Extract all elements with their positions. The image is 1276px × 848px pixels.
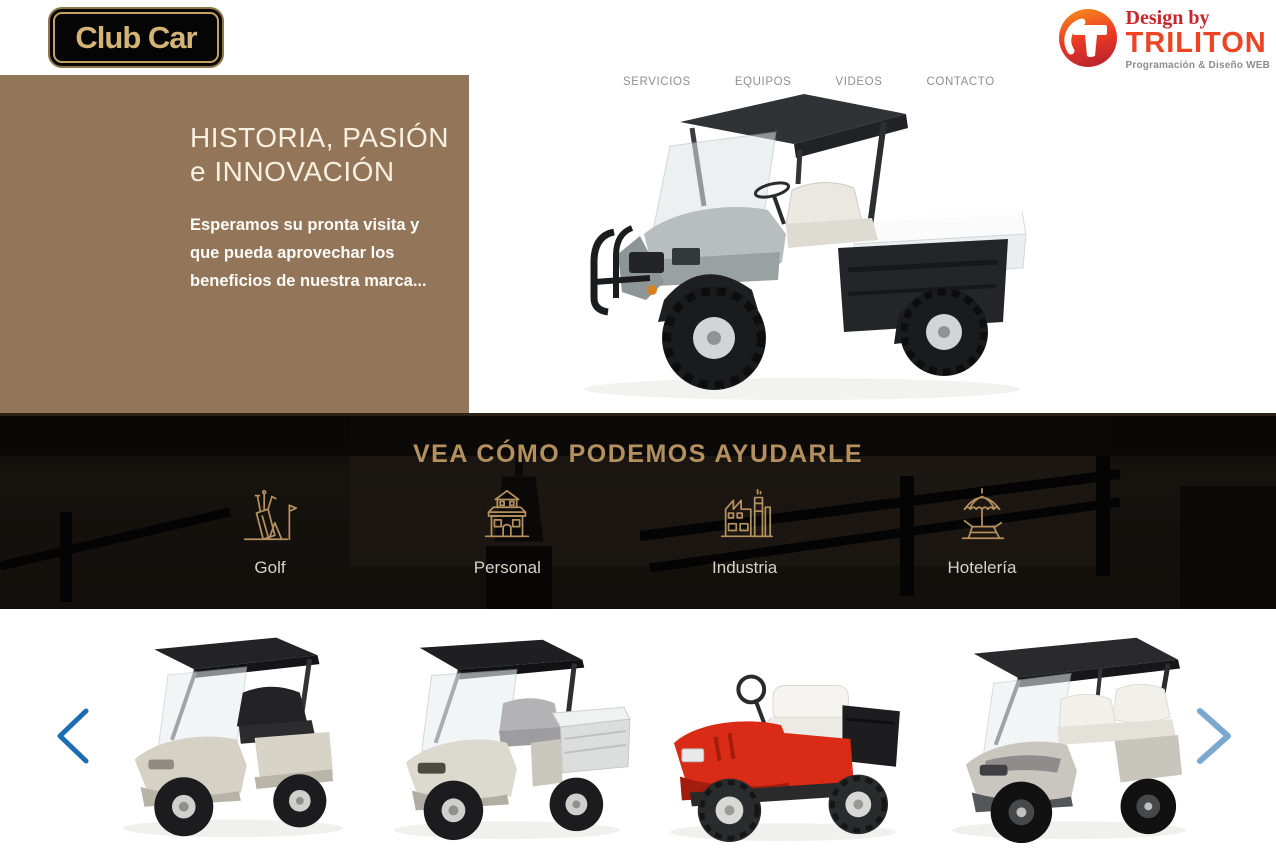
hero-description: Esperamos su pronta visita y que pueda aprovechar los beneficios de nuestra marca...	[190, 216, 427, 290]
carousel-slide-4[interactable]	[930, 614, 1206, 848]
nav-item-servicios[interactable]: SERVICIOS	[623, 76, 691, 88]
service-item-industria[interactable]	[660, 484, 830, 578]
service-label-industria: Industria	[712, 558, 778, 577]
house-icon	[476, 484, 538, 546]
equipment-carousel	[0, 609, 1276, 848]
triliton-credit[interactable]	[1056, 5, 1270, 74]
carousel-slide-1[interactable]	[96, 612, 364, 848]
hero-vehicle-image	[552, 84, 1036, 416]
clubcar-logo-frame	[53, 12, 219, 63]
nav-item-contacto[interactable]: CONTACTO	[926, 76, 995, 88]
design-by-label: Design by	[1125, 7, 1210, 29]
golf-bag-flag-icon	[239, 484, 301, 546]
chevron-left-icon	[52, 705, 94, 767]
carousel-prev-button[interactable]	[52, 705, 94, 767]
triliton-logo-icon	[1056, 5, 1120, 74]
nav-item-videos[interactable]: VIDEOS	[835, 76, 883, 88]
carousel-slide-3[interactable]	[646, 628, 914, 848]
hero-text-panel	[0, 75, 469, 413]
service-item-hoteleria[interactable]	[897, 484, 1067, 578]
triliton-tagline: Programación & Diseño WEB	[1125, 60, 1270, 71]
silver-two-seat-cart-image	[96, 612, 364, 848]
hero-copy	[190, 121, 452, 295]
services-items	[185, 484, 1067, 578]
service-label-hoteleria: Hotelería	[947, 558, 1017, 577]
factory-icon	[714, 484, 776, 546]
carousel-slide-2[interactable]	[372, 618, 640, 848]
red-utility-cart-image	[646, 628, 914, 848]
service-label-golf: Golf	[254, 558, 286, 577]
silver-four-seat-cart-image	[930, 614, 1206, 848]
triliton-name: TRILITON	[1125, 27, 1267, 59]
service-item-golf[interactable]	[185, 484, 355, 578]
silver-utility-cart-image	[372, 618, 640, 848]
service-item-personal[interactable]	[422, 484, 592, 578]
clubcar-logo-text: Club Car	[75, 19, 197, 55]
hero-title: HISTORIA, PASIÓN e INNOVACIÓN	[190, 122, 450, 187]
nav-item-equipos[interactable]: EQUIPOS	[734, 76, 792, 88]
beach-umbrella-lounger-icon	[951, 484, 1013, 546]
service-label-personal: Personal	[473, 558, 541, 577]
triliton-credit-text	[1126, 8, 1270, 71]
services-band	[0, 413, 1276, 609]
services-title: VEA CÓMO PODEMOS AYUDARLE	[412, 440, 864, 468]
clubcar-logo[interactable]	[48, 7, 224, 68]
